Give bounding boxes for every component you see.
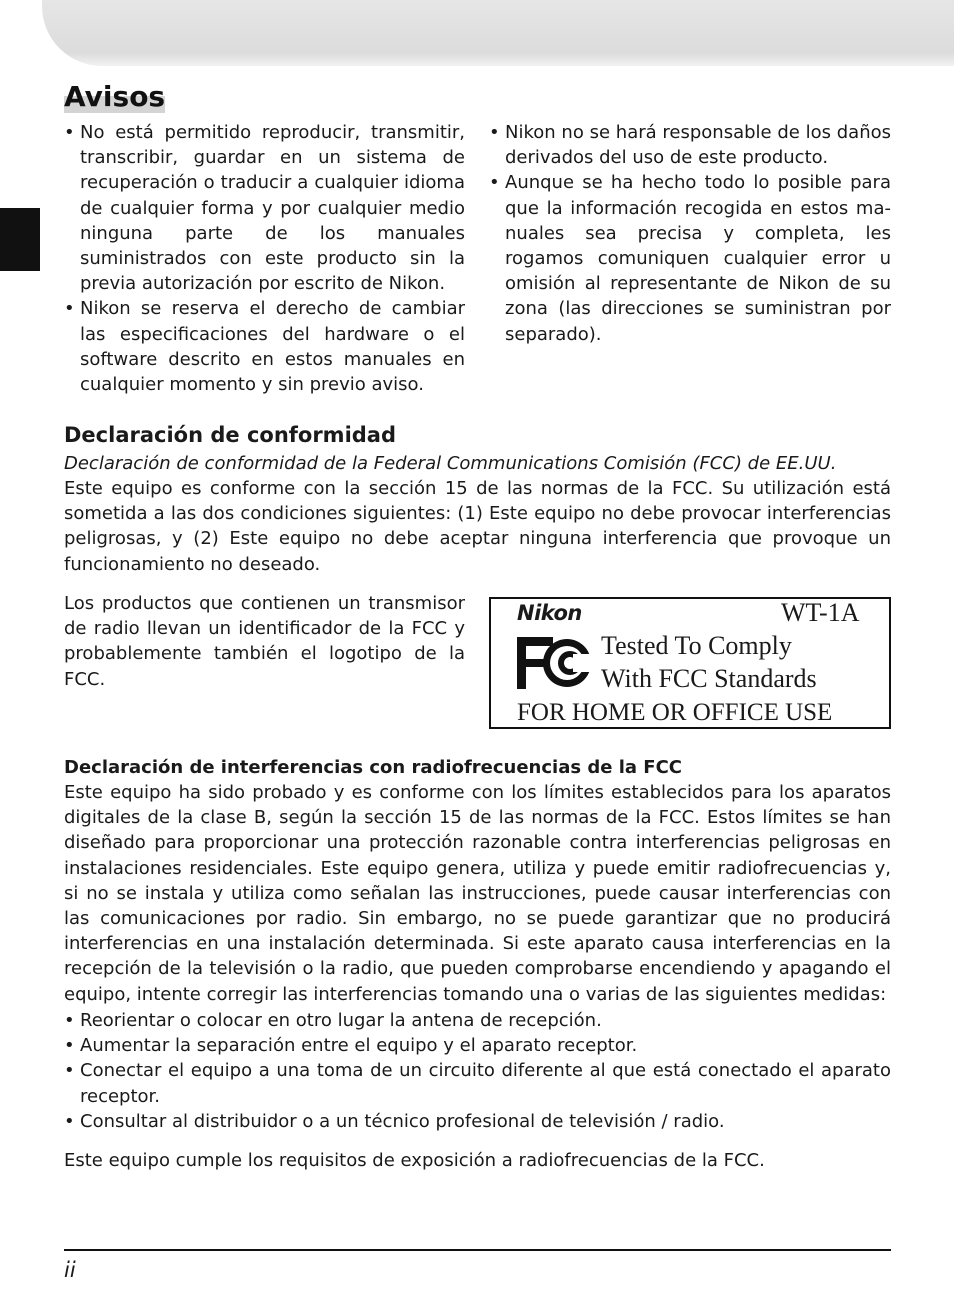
conformity-paragraph: Este equipo es conforme con la sección 15 de las normas de la FCC. Su utilización está sometida a las dos condiciones siguientes: (1) Este equipo no debe provocar interferencias peligrosas, y (2) Este equipo no debe aceptar ninguna interferencia que provoque un funcionamiento no deseado.: [64, 478, 891, 575]
conformity-subtitle: Declaración de conformidad de la Federal Communications Comisión (FCC) de EE.UU.: [64, 453, 837, 474]
fcc-logo-icon: [517, 637, 595, 689]
notice-item: • Nikon se reserva el derecho de cambiar las especificaciones del hardware o el software descrito en estos manuales en cualquier momento y sin previo aviso.: [64, 296, 465, 397]
fcc-model: WT-1A: [781, 598, 860, 627]
page-number: ii: [64, 1258, 76, 1282]
measure-item: • Conectar el equipo a una toma de un circuito diferente al que está conectado el aparato receptor.: [64, 1058, 891, 1108]
header-band: [42, 0, 954, 66]
chapter-side-tab: [0, 208, 40, 271]
fcc-label: [489, 597, 891, 729]
measure-item: • Reorientar o colocar en otro lugar la antena de recepción.: [64, 1008, 891, 1033]
fcc-line-2: With FCC Standards: [601, 664, 817, 693]
footer-rule: [64, 1249, 891, 1251]
measures-list: [64, 1008, 891, 1134]
transmitter-paragraph: Los productos que contienen un transmisor de radio llevan un identificador de la FCC y probablemente también el logotipo de la FCC.: [64, 593, 465, 690]
notice-item: • No está permitido reproducir, transmitir, transcribir, guardar en un sistema de recuperación o traducir a cualquier idioma de cualquier forma y por cualquier medio ninguna parte de los manuales suministrados con este producto sin la previa autorización por escrito de Nikon.: [64, 120, 465, 296]
interference-heading: Declaración de interferencias con radiofrecuencias de la FCC: [64, 757, 682, 778]
measure-item: • Aumentar la separación entre el equipo y el aparato receptor.: [64, 1033, 891, 1058]
title-wrap: [64, 80, 165, 114]
measure-item: • Consultar al distribuidor o a un técnico profesional de televisión / radio.: [64, 1109, 891, 1134]
notice-item: • Aunque se ha hecho todo lo posible para que la información recogida en estos manuales sea precisa y completa, les rogamos comuniquen cualquier error u omisión al representante de Nikon de su zona (las direcciones se suministran por separado).: [489, 170, 891, 346]
fcc-line-1: Tested To Comply: [601, 631, 792, 660]
conformity-heading: Declaración de conformidad: [64, 423, 397, 447]
page-title: Avisos: [64, 80, 166, 113]
notices-right-column: [489, 120, 891, 347]
exposure-paragraph: Este equipo cumple los requisitos de exposición a radiofrecuencias de la FCC.: [64, 1150, 765, 1171]
notices-left-column: [64, 120, 465, 397]
nikon-logo: Nikon: [517, 601, 582, 625]
interference-paragraph: Este equipo ha sido probado y es conforme con los límites establecidos para los aparatos digitales de la clase B, según la sección 15 de las normas de la FCC. Estos límites se han diseñado para proporcionar una protección razonable contra interferencias peligrosas en instalaciones residenciales. Este equipo genera, utiliza y puede emitir radiofrecuencias y, si no se instala y utiliza como señalan las instrucciones, puede causar interferencias con las comunicaciones por radio. Sin embargo, no se puede garantizar que no producirá interferencias en una instalación determinada. Si este aparato causa interferencias en la recepción de la televisión o la radio, que pueden comprobarse encendiendo y apagando el equipo, intente corregir las interferencias tomando una o varias de las siguientes medidas:: [64, 782, 891, 1005]
fcc-line-3: FOR HOME OR OFFICE USE: [517, 699, 833, 726]
notice-item: • Nikon no se hará responsable de los daños derivados del uso de este producto.: [489, 120, 891, 170]
